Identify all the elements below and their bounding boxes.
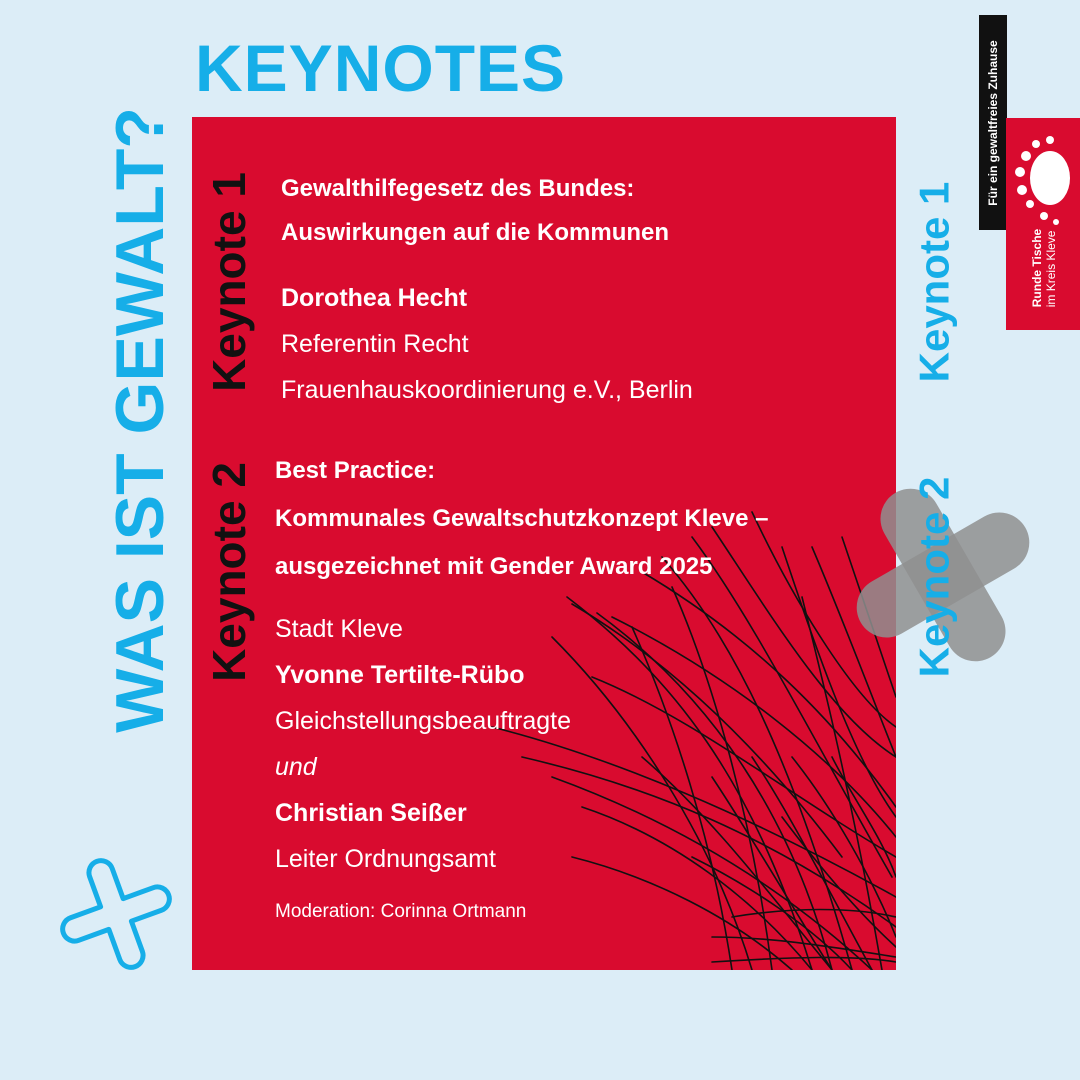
logo-line1: Runde Tische (1030, 228, 1044, 308)
keynote2-label: Keynote 2 (202, 462, 255, 682)
keynote1-block (281, 167, 693, 413)
page-title: KEYNOTES (195, 31, 567, 105)
logo-dots-icon (1012, 134, 1074, 230)
keynote1-org: Frauenhauskoordinierung e.V., Berlin (281, 376, 693, 404)
keynote1-title-line1: Gewalthilfegesetz des Bundes: (281, 175, 635, 202)
logo-line2: im Kreis Kleve (1044, 230, 1058, 308)
keynote2-title-line2: Kommunales Gewaltschutzkonzept Kleve – (275, 505, 769, 532)
logo-text (1030, 229, 1058, 307)
side-label-keynote2: Keynote 2 (909, 476, 957, 678)
logo-tagline-strip (979, 15, 1007, 230)
logo (1006, 118, 1080, 330)
keynote2-title-line1: Best Practice: (275, 457, 436, 484)
keynote2-block (275, 447, 768, 930)
logo-tagline: Für ein gewaltfreies Zuhause (986, 39, 1000, 206)
keynote1-label: Keynote 1 (202, 172, 255, 392)
keynote2-speaker2: Christian Seißer (275, 799, 467, 827)
keynote1-speaker: Dorothea Hecht (281, 284, 468, 312)
keynote2-speaker1: Yvonne Tertilte-Rübo (275, 661, 525, 689)
blue-cross-outline (60, 858, 172, 970)
keynote-card (192, 117, 896, 970)
keynote2-connector: und (275, 753, 317, 781)
keynote2-role2: Leiter Ordnungsamt (275, 845, 496, 873)
keynote1-title-line2: Auswirkungen auf die Kommunen (281, 219, 670, 246)
side-label-keynote1: Keynote 1 (909, 181, 957, 383)
keynote2-title-line3: ausgezeichnet mit Gender Award 2025 (275, 553, 713, 580)
moderation-note: Moderation: Corinna Ortmann (275, 901, 527, 922)
side-title: WAS IST GEWALT? (101, 107, 178, 733)
keynote2-org: Stadt Kleve (275, 615, 403, 643)
keynote1-role: Referentin Recht (281, 330, 469, 358)
keynote2-role1: Gleichstellungsbeauftragte (275, 707, 572, 735)
